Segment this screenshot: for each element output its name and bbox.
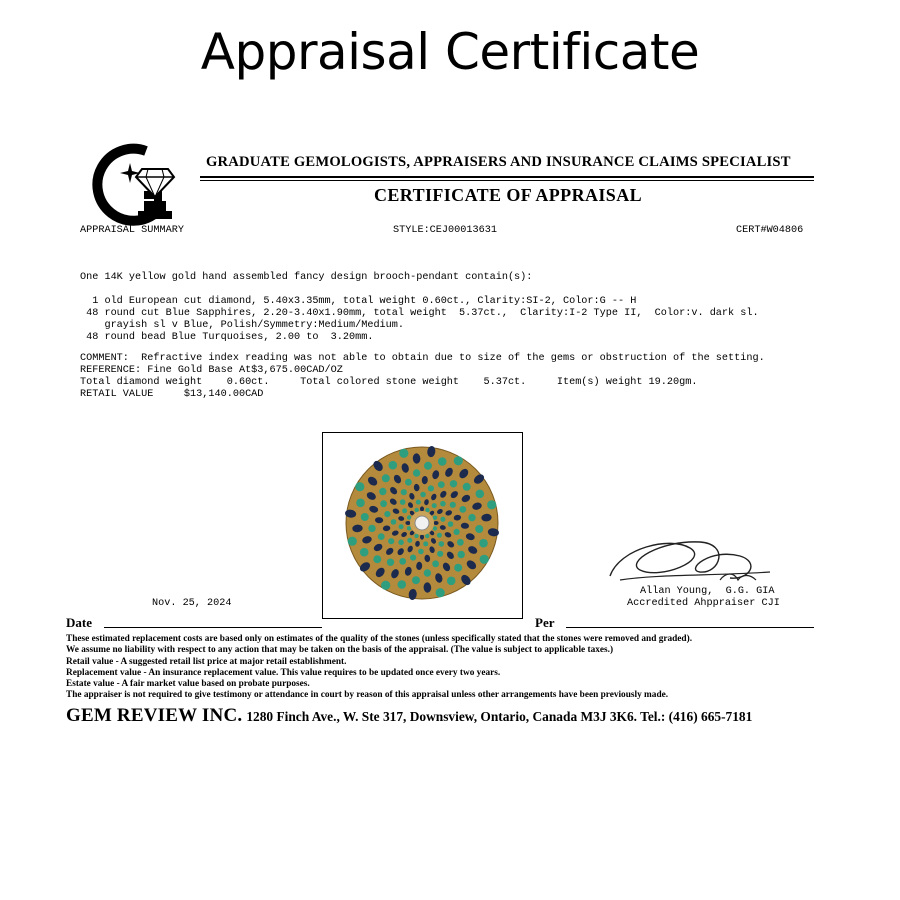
- turquoise-bead: [425, 534, 429, 538]
- turquoise-bead: [424, 569, 431, 576]
- brooch-photo: [322, 432, 523, 619]
- turquoise-bead: [437, 533, 442, 538]
- turquoise-bead: [361, 513, 369, 521]
- turquoise-bead: [348, 537, 357, 546]
- turquoise-bead: [407, 526, 411, 530]
- reference: REFERENCE: Fine Gold Base At$3,675.00CAD/OZ: [80, 365, 343, 376]
- turquoise-bead: [416, 500, 421, 505]
- legal-line: Retail value - A suggested retail list price at major retail establishment.: [66, 656, 347, 667]
- stone-list: [80, 296, 759, 344]
- turquoise-bead: [425, 508, 429, 512]
- turquoise-bead: [423, 541, 428, 546]
- turquoise-bead: [387, 559, 394, 566]
- brooch-image: [323, 433, 522, 618]
- legal-line: We assume no liability with respect to any action that may be taken on the basis of the appraisal. (The value is subject to applicable taxes.): [66, 645, 614, 656]
- turquoise-bead: [459, 506, 466, 513]
- turquoise-bead: [438, 481, 445, 488]
- turquoise-bead: [433, 516, 437, 520]
- turquoise-bead: [382, 474, 390, 482]
- turquoise-bead: [475, 525, 483, 533]
- turquoise-bead: [391, 519, 397, 525]
- turquoise-bead: [407, 515, 411, 519]
- turquoise-bead: [439, 541, 445, 547]
- turquoise-bead: [388, 538, 394, 544]
- turquoise-bead: [398, 580, 407, 589]
- turquoise-bead: [413, 469, 420, 476]
- turquoise-bead: [402, 508, 407, 513]
- turquoise-bead: [437, 551, 443, 557]
- turquoise-bead: [378, 533, 385, 540]
- turquoise-bead: [440, 501, 446, 507]
- turquoise-bead: [454, 564, 462, 572]
- turquoise-bead: [432, 560, 439, 567]
- turquoise-bead: [468, 514, 475, 521]
- turquoise-bead: [454, 456, 463, 465]
- organization-name: GRADUATE GEMOLOGISTS, APPRAISERS AND INSURANCE CLAIMS SPECIALIST: [206, 154, 791, 170]
- per-line: [566, 627, 814, 628]
- turquoise-bead: [440, 517, 445, 522]
- header-rule-thin: [200, 180, 814, 181]
- appraisal-date: Nov. 25, 2024: [152, 598, 232, 609]
- date-line: [104, 627, 322, 628]
- appraiser-name: Allan Young, G.G. GIA: [640, 586, 775, 597]
- turquoise-bead: [399, 558, 406, 565]
- legal-line: The appraiser is not required to give testimony or attendance in court by reason of this appraisal unless other arrangements have been previously made.: [66, 690, 669, 701]
- turquoise-bead: [399, 449, 408, 458]
- turquoise-bead: [424, 462, 432, 470]
- sapphire-stone: [433, 521, 438, 525]
- certificate-number: CERT#W04806: [736, 225, 804, 236]
- turquoise-bead: [447, 577, 456, 586]
- stone-line: 48 round bead Blue Turquoises, 2.00 to 3.20mm.: [80, 332, 374, 343]
- turquoise-bead: [454, 529, 460, 535]
- turquoise-bead: [401, 489, 407, 495]
- turquoise-bead: [360, 548, 369, 557]
- date-label: Date: [66, 615, 92, 630]
- appraiser-title: Accredited Ahppraiser CJI: [627, 598, 780, 609]
- turquoise-bead: [476, 490, 485, 499]
- turquoise-bead: [373, 555, 381, 563]
- turquoise-bead: [398, 540, 404, 546]
- turquoise-bead: [405, 479, 412, 486]
- center-diamond: [415, 516, 429, 530]
- turquoise-bead: [458, 551, 465, 558]
- turquoise-bead: [432, 503, 437, 508]
- item-description: One 14K yellow gold hand assembled fancy design brooch-pendant contain(s):: [80, 272, 533, 283]
- footer-brand: GEM REVIEW INC.: [66, 705, 243, 726]
- turquoise-bead: [399, 524, 404, 529]
- comment: COMMENT: Refractive index reading was not able to obtain due to size of the gems or obstruction of the setting.: [80, 353, 765, 364]
- company-footer: [66, 705, 752, 727]
- turquoise-bead: [384, 511, 390, 517]
- turquoise-bead: [415, 508, 419, 512]
- turquoise-bead: [389, 461, 398, 470]
- turquoise-bead: [356, 499, 365, 508]
- legal-line: Estate value - A fair market value based on probate purposes.: [66, 679, 310, 690]
- footer-address: 1280 Finch Ave., W. Ste 317, Downsview, Ontario, Canada M3J 3K6. Tel.: (416) 665-7181: [246, 709, 753, 724]
- retail-value: RETAIL VALUE $13,140.00CAD: [80, 389, 264, 400]
- turquoise-bead: [457, 539, 464, 546]
- turquoise-bead: [448, 521, 454, 527]
- turquoise-bead: [368, 525, 375, 532]
- stone-line: 48 round cut Blue Sapphires, 2.20-3.40x1.90mm, total weight 5.37ct., Clarity:I-2 Type II, Color:v. dark sl.: [80, 308, 759, 319]
- turquoise-bead: [433, 526, 437, 530]
- turquoise-bead: [400, 499, 406, 505]
- turquoise-bead: [450, 480, 457, 487]
- appraiser-signature: [600, 528, 780, 590]
- turquoise-bead: [414, 534, 418, 538]
- turquoise-bead: [410, 555, 416, 561]
- turquoise-bead: [412, 576, 420, 584]
- stone-line: 1 old European cut diamond, 5.40x3.35mm, total weight 0.60ct., Clarity:SI-2, Color:G -- H: [80, 296, 637, 307]
- turquoise-bead: [450, 502, 456, 508]
- per-label: Per: [535, 615, 555, 630]
- turquoise-bead: [418, 549, 424, 555]
- certificate-title: CERTIFICATE OF APPRAISAL: [374, 185, 642, 205]
- turquoise-bead: [380, 500, 387, 507]
- style-number: STYLE:CEJ00013631: [393, 225, 497, 236]
- totals: Total diamond weight 0.60ct. Total colored stone weight 5.37ct. Item(s) weight 19.20gm.: [80, 377, 698, 388]
- sapphire-stone: [420, 506, 424, 511]
- stone-line: grayish sl v Blue, Polish/Symmetry:Medium/Medium.: [80, 320, 405, 331]
- turquoise-bead: [407, 538, 412, 543]
- sapphire-stone: [405, 521, 410, 525]
- sapphire-stone: [420, 534, 424, 539]
- turquoise-bead: [355, 482, 364, 491]
- turquoise-bead: [428, 485, 434, 491]
- turquoise-bead: [463, 483, 471, 491]
- header-rule: [200, 176, 814, 178]
- appraisal-summary-label: APPRAISAL SUMMARY: [80, 225, 184, 236]
- legal-line: Replacement value - An insurance replacement value. This value requires to be updated once every two years.: [66, 667, 501, 678]
- turquoise-bead: [436, 588, 445, 597]
- page-title: Appraisal Certificate: [200, 23, 700, 81]
- turquoise-bead: [479, 539, 488, 548]
- turquoise-bead: [381, 581, 390, 590]
- legal-line: These estimated replacement costs are based only on estimates of the quality of the stones (unless specifically stated that the stones were removed and graded).: [66, 634, 693, 644]
- turquoise-bead: [438, 457, 447, 466]
- turquoise-bead: [379, 488, 386, 495]
- legal-disclaimer: [66, 634, 846, 702]
- company-logo: [88, 135, 184, 227]
- turquoise-bead: [480, 555, 489, 564]
- turquoise-bead: [487, 500, 496, 509]
- turquoise-bead: [420, 492, 426, 498]
